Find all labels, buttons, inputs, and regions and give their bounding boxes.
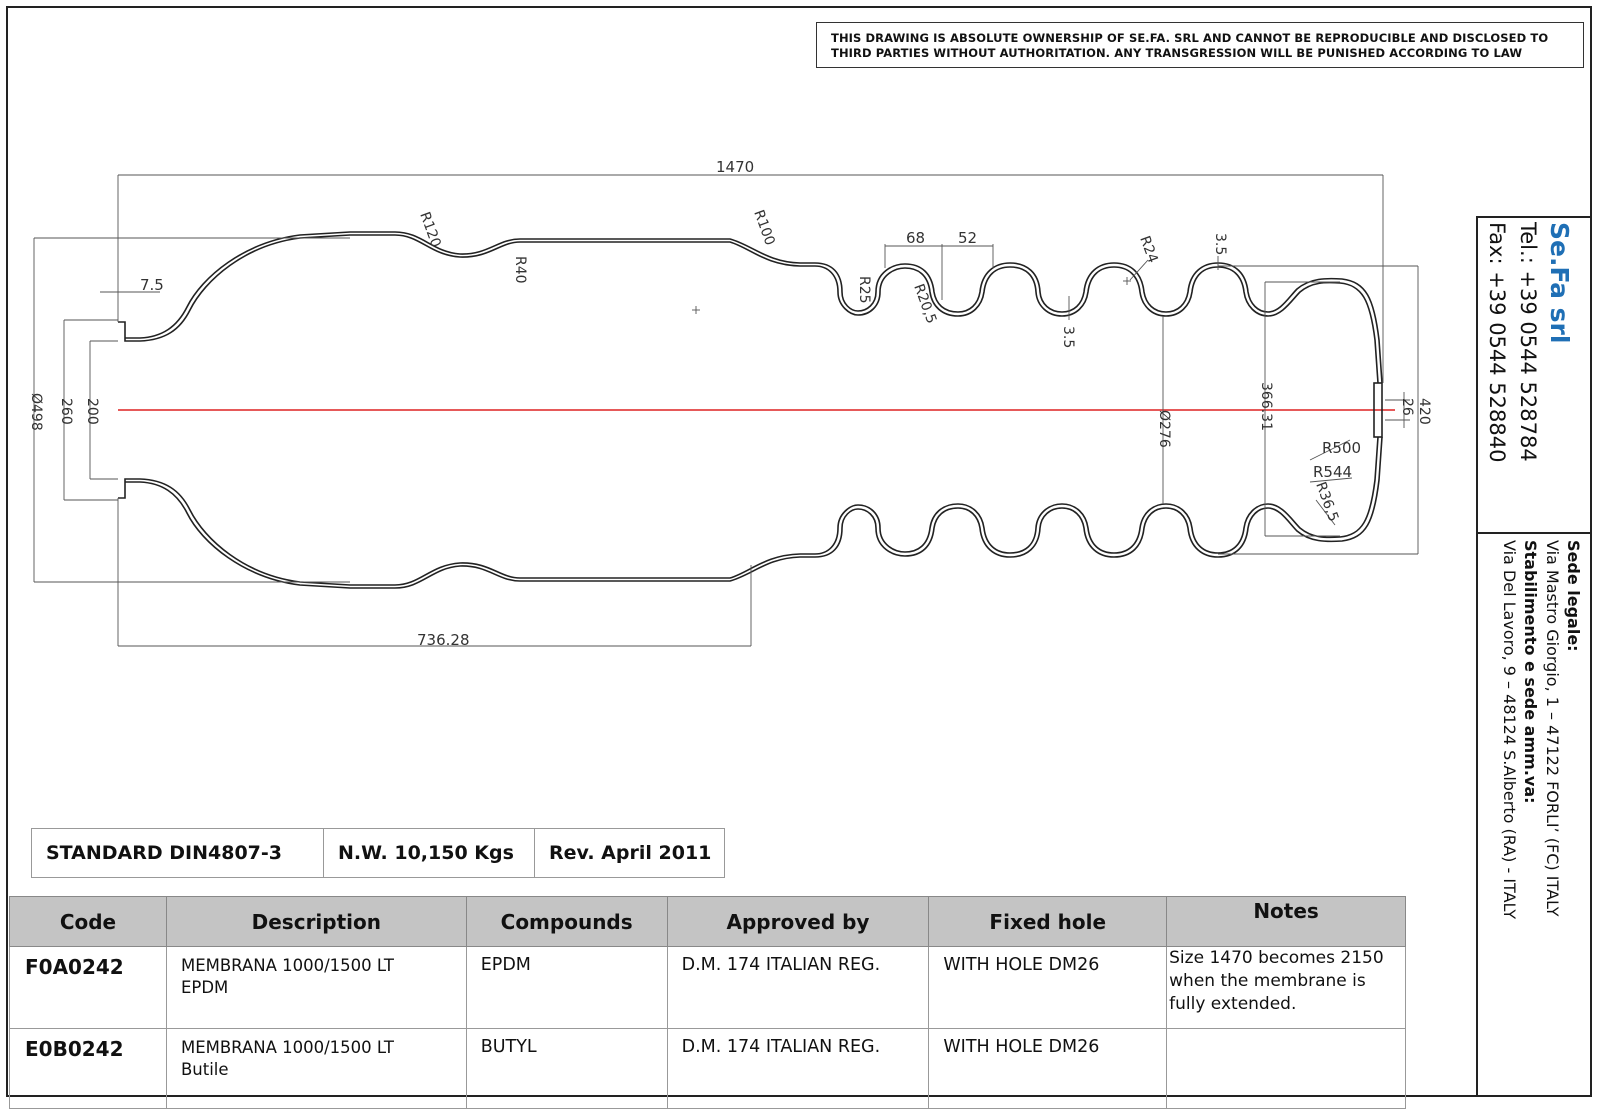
row-fixed-hole: WITH HOLE DM26: [929, 1029, 1167, 1109]
dim-radius-120: R120: [416, 209, 444, 250]
dim-thickness-3-5-lower: 3.5: [1060, 326, 1076, 349]
membrane-bottom-outline: [118, 437, 1378, 585]
dim-overall-length: 1470: [716, 158, 755, 176]
row-compound: BUTYL: [466, 1029, 667, 1109]
row-code: F0A0242: [10, 947, 167, 1029]
dim-diameter-420: 420: [1416, 398, 1432, 425]
dim-radius-24: R24: [1136, 233, 1161, 266]
dim-radius-25: R25: [856, 276, 872, 304]
table-header-row: [10, 897, 1406, 947]
dim-thickness-3-5-upper: 3.5: [1212, 233, 1228, 256]
row-code: E0B0242: [10, 1029, 167, 1109]
plant-address: Via Del Lavoro, 9 – 48124 S.Alberto (RA) - ITALY: [1500, 540, 1519, 920]
row-description-line-1: MEMBRANA 1000/1500 LT: [180, 1038, 394, 1057]
membrane-top-outline: [118, 235, 1378, 383]
dim-diameter-260: 260: [58, 398, 74, 425]
table-row: [10, 947, 1406, 1029]
standard-info-row: [31, 828, 725, 878]
dim-diameter-366: 366.31: [1258, 382, 1274, 431]
notice-line-1: THIS DRAWING IS ABSOLUTE OWNERSHIP OF SE.FA. SRL AND CANNOT BE REPRODUCIBLE AND DISCLOSED TO: [831, 31, 1549, 45]
table-row: [10, 1029, 1406, 1109]
dim-diameter-276: Ø276: [1156, 410, 1172, 448]
dim-diameter-200: 200: [84, 398, 100, 425]
row-description: [166, 947, 466, 1029]
row-compound: EPDM: [466, 947, 667, 1029]
product-table: [9, 896, 1406, 1109]
row-description-line-1: MEMBRANA 1000/1500 LT: [180, 956, 394, 975]
dim-hole-26: 26: [1399, 398, 1415, 416]
company-fax: Fax: +39 0544 528840: [1485, 222, 1509, 463]
row-approved-by: D.M. 174 ITALIAN REG.: [667, 1029, 929, 1109]
row-approved-by: D.M. 174 ITALIAN REG.: [667, 947, 929, 1029]
dim-radius-40: R40: [512, 256, 528, 284]
row-description-line-2: EPDM: [180, 978, 229, 997]
membrane-top-inner: [125, 232, 1382, 383]
registered-office-address: Via Mastro Giorgio, 1 – 47122 FORLI’ (FC) ITALY: [1543, 540, 1562, 917]
standard-label: STANDARD DIN4807-3: [32, 829, 324, 877]
dim-radius-20-5: R20,5: [910, 281, 940, 326]
plant-label: Stabilimento e sede amm.va:: [1521, 540, 1540, 804]
panel-divider: [1476, 532, 1592, 534]
net-weight: N.W. 10,150 Kgs: [324, 829, 535, 877]
company-name: Se.Fa srl: [1545, 222, 1574, 344]
row-notes: Size 1470 becomes 2150 when the membrane is fully extended.: [1167, 947, 1406, 1029]
header-fixed-hole: Fixed hole: [929, 897, 1167, 947]
row-fixed-hole: WITH HOLE DM26: [929, 947, 1167, 1029]
dim-radius-36-5: R36,5: [1312, 479, 1342, 524]
dim-pitch-52: 52: [958, 229, 978, 247]
header-notes: Notes: [1167, 897, 1406, 947]
row-description-line-2: Butile: [180, 1060, 229, 1079]
header-approved-by: Approved by: [667, 897, 929, 947]
dim-neck-offset: 7.5: [140, 276, 164, 294]
header-description: Description: [166, 897, 466, 947]
registered-office-label: Sede legale:: [1564, 540, 1583, 652]
dim-diameter-498: Ø498: [28, 393, 44, 431]
dim-half-length: 736.28: [417, 631, 470, 649]
row-notes: [1167, 1029, 1406, 1109]
membrane-bottom-inner: [125, 437, 1382, 588]
dim-r544: R544: [1313, 463, 1353, 481]
dim-pitch-68: 68: [906, 229, 926, 247]
header-code: Code: [10, 897, 167, 947]
notice-line-2: THIRD PARTIES WITHOUT AUTHORITATION. ANY TRANSGRESSION WILL BE PUNISHED ACCORDING TO LAW: [831, 46, 1523, 60]
dim-radius-100: R100: [750, 207, 778, 248]
revision: Rev. April 2011: [549, 842, 712, 864]
company-phone: Tel.: +39 0544 528784: [1516, 222, 1540, 462]
row-description: [166, 1029, 466, 1109]
header-compounds: Compounds: [466, 897, 667, 947]
dim-r500: R500: [1322, 439, 1362, 457]
